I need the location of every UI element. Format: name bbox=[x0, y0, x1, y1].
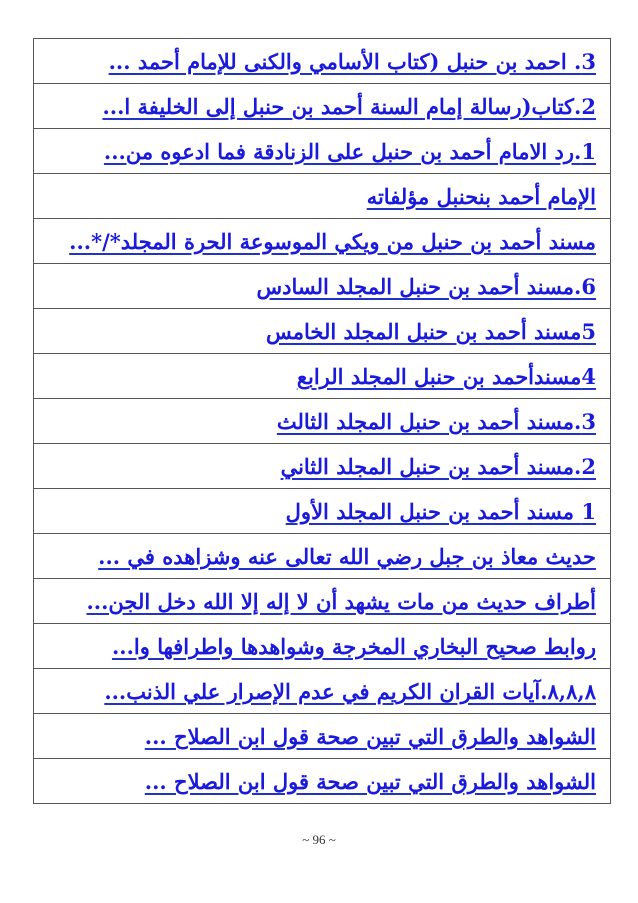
table-cell bbox=[34, 489, 611, 534]
table-row bbox=[34, 399, 611, 444]
table-cell bbox=[34, 84, 611, 129]
table-row bbox=[34, 759, 611, 804]
table-row bbox=[34, 264, 611, 309]
table-cell bbox=[34, 399, 611, 444]
table-cell bbox=[34, 354, 611, 399]
table-row bbox=[34, 444, 611, 489]
table-cell bbox=[34, 219, 611, 264]
entry-link[interactable]: روابط صحيح البخاري المخرجة وشواهدها واطرافها وا... bbox=[111, 633, 596, 659]
table-row bbox=[34, 669, 611, 714]
entry-link[interactable]: الشواهد والطرق التي تبين صحة قول ابن الصلاح ... bbox=[144, 723, 596, 749]
table-cell bbox=[34, 669, 611, 714]
table-cell bbox=[34, 714, 611, 759]
entry-link[interactable]: 2.كتاب(رسالة إمام السنة أحمد بن حنبل إلى الخليفة ا... bbox=[102, 93, 596, 119]
entry-link[interactable]: 2.مسند أحمد بن حنبل المجلد الثاني bbox=[280, 453, 596, 479]
table-cell bbox=[34, 444, 611, 489]
entry-link[interactable]: 1 مسند أحمد بن حنبل المجلد الأول bbox=[285, 498, 596, 524]
entry-link[interactable]: أطراف حديث من مات يشهد أن لا إله إلا الله دخل الجن... bbox=[86, 588, 596, 614]
table-cell bbox=[34, 624, 611, 669]
table-row bbox=[34, 309, 611, 354]
table-cell bbox=[34, 264, 611, 309]
table-cell bbox=[34, 759, 611, 804]
table-cell bbox=[34, 129, 611, 174]
table-row bbox=[34, 579, 611, 624]
table-cell bbox=[34, 534, 611, 579]
entry-link[interactable]: الشواهد والطرق التي تبين صحة قول ابن الصلاح ... bbox=[144, 768, 596, 794]
table-cell bbox=[34, 579, 611, 624]
entry-link[interactable]: 3. احمد بن حنبل (كتاب الأسامي والكنى للإمام أحمد ... bbox=[108, 48, 596, 74]
table-row bbox=[34, 354, 611, 399]
table-of-contents bbox=[33, 38, 611, 804]
entry-link[interactable]: 4مسندأحمد بن حنبل المجلد الرابع bbox=[296, 363, 596, 389]
table-cell bbox=[34, 309, 611, 354]
entry-link[interactable]: 6.مسند أحمد بن حنبل المجلد السادس bbox=[256, 273, 596, 299]
table-row bbox=[34, 174, 611, 219]
table-row bbox=[34, 129, 611, 174]
table-cell bbox=[34, 39, 611, 84]
entry-link[interactable]: الإمام أحمد بنحنبل مؤلفاته bbox=[366, 183, 596, 209]
page-number: ~ 96 ~ bbox=[302, 832, 336, 847]
table-row bbox=[34, 84, 611, 129]
entry-link[interactable]: 3.مسند أحمد بن حنبل المجلد الثالث bbox=[276, 408, 596, 434]
table-row bbox=[34, 489, 611, 534]
entry-link[interactable]: ٨,٨,٨.آيات القران الكريم في عدم الإصرار علي الذنب... bbox=[104, 678, 596, 704]
table-row bbox=[34, 624, 611, 669]
entry-link[interactable]: 5مسند أحمد بن حنبل المجلد الخامس bbox=[265, 318, 596, 344]
table-row bbox=[34, 714, 611, 759]
table-row bbox=[34, 39, 611, 84]
entry-link[interactable]: 1.رد الامام أحمد بن حنبل على الزنادقة فما ادعوه من... bbox=[103, 138, 596, 164]
entry-link[interactable]: مسند أحمد بن حنبل من ويكي الموسوعة الحرة المجلد*/*... bbox=[69, 228, 596, 254]
table-cell bbox=[34, 174, 611, 219]
entry-link[interactable]: حديث معاذ بن جبل رضي الله تعالى عنه وشزاهده في ... bbox=[98, 543, 596, 569]
table-row bbox=[34, 534, 611, 579]
table-row bbox=[34, 219, 611, 264]
